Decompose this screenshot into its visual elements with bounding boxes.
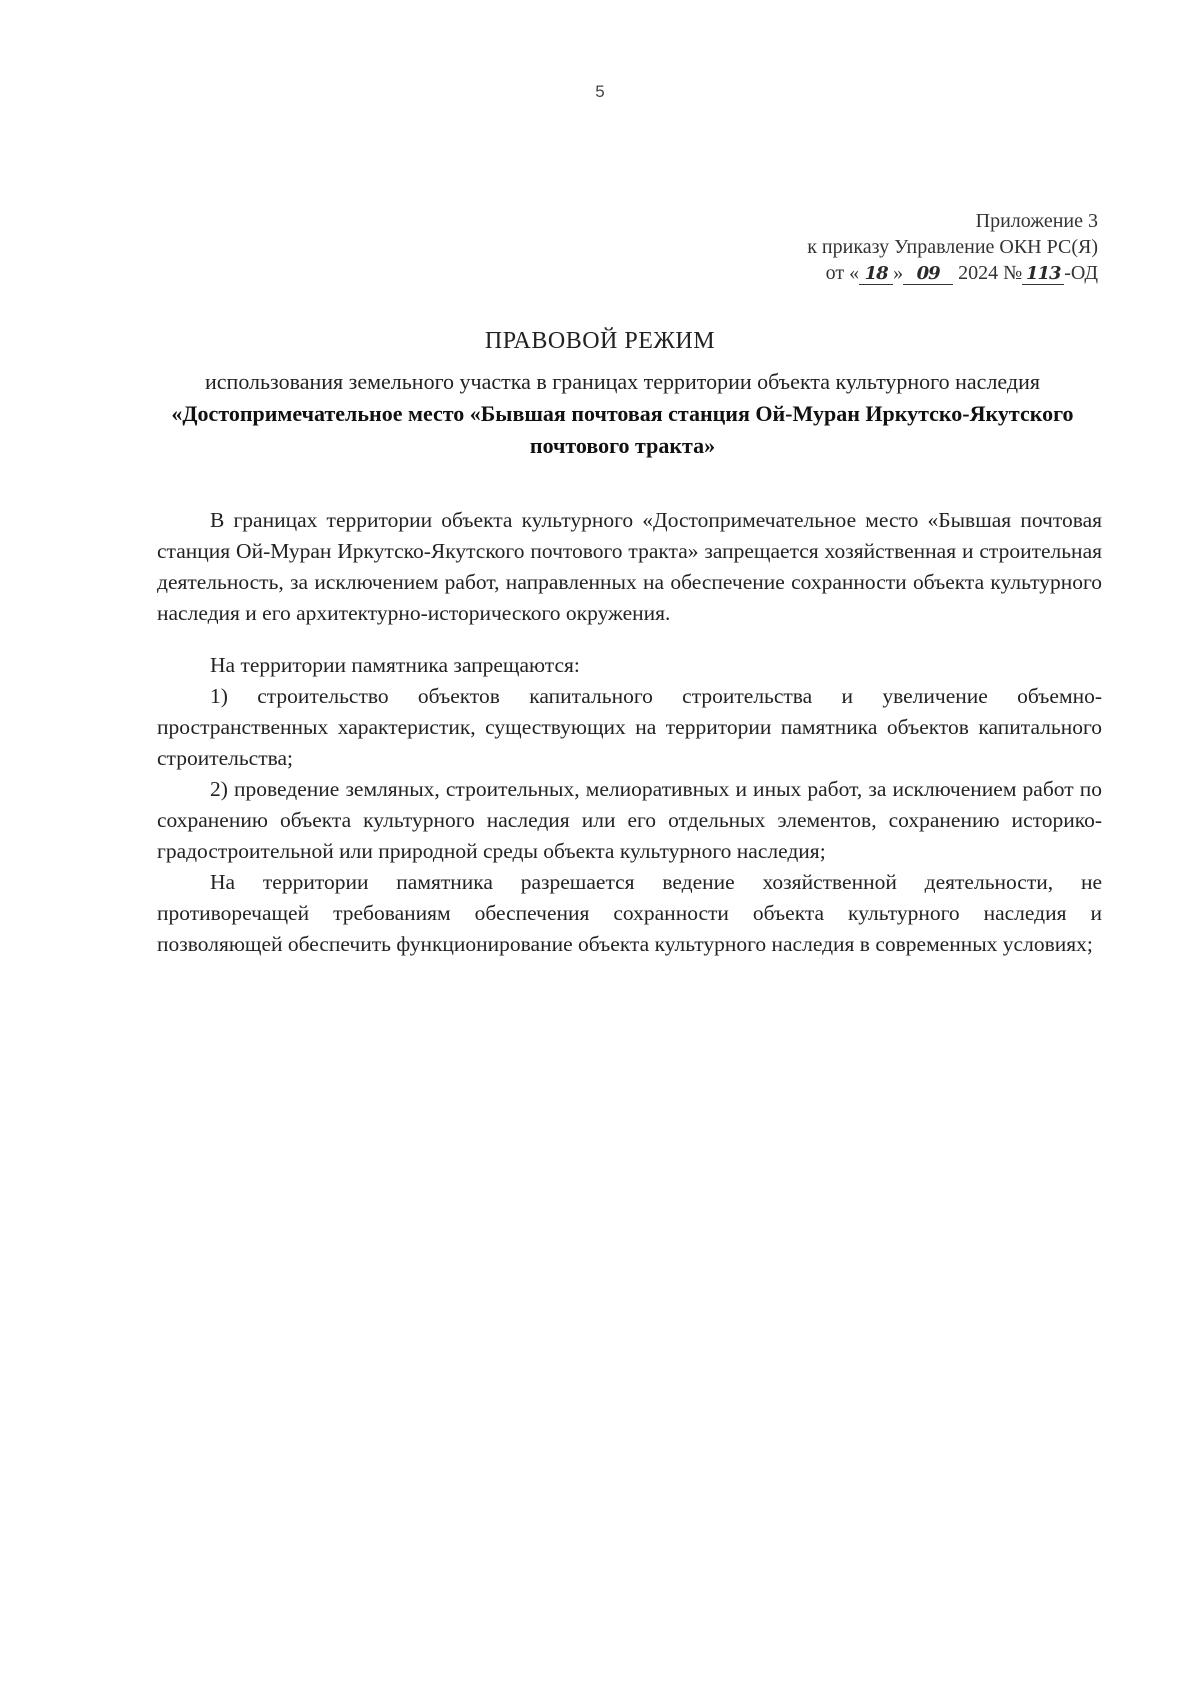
annex-order-reference: к приказу Управление ОКН РС(Я) bbox=[807, 236, 1098, 258]
paragraph-boundaries: В границах территории объекта культурного «Достопримечательное место «Бывшая почтовая станция Ой-Муран Иркутско-Якутского почтового тракта» запрещается хозяйственная и строительная деятельность, за исключением работ, направленных на обеспечение сохранности объекта культурного наследия и его архитектурно-исторического окружения. bbox=[157, 508, 1102, 625]
annex-title: Приложение 3 bbox=[975, 210, 1098, 232]
date-prefix: от « bbox=[825, 262, 860, 284]
number-suffix: -ОД bbox=[1064, 262, 1098, 284]
page-number: 5 bbox=[595, 82, 605, 101]
handwritten-day: 18 bbox=[859, 264, 893, 285]
subtitle-bold-text: «Достопримечательное место «Бывшая почтовая станция Ой-Муран Иркутско-Якутского почтового тракта» bbox=[171, 401, 1074, 458]
document-subtitle bbox=[150, 366, 1095, 462]
date-year: 2024 bbox=[958, 262, 999, 284]
subtitle-normal-text: использования земельного участка в границах территории объекта культурного наследия bbox=[205, 369, 1040, 394]
handwritten-month: 09 bbox=[903, 264, 953, 285]
handwritten-number: 113 bbox=[1022, 264, 1064, 285]
paragraph-prohibition-2: 2) проведение земляных, строительных, мелиоративных и иных работ, за исключением работ по сохранению объекта культурного наследия или его отдельных элементов, сохранению историко-градостроительной или природной среды объекта культурного наследия; bbox=[157, 777, 1102, 863]
paragraph-prohibitions-intro: На территории памятника запрещаются: bbox=[210, 653, 580, 677]
document-title: ПРАВОВОЙ РЕЖИМ bbox=[484, 328, 716, 354]
number-prefix: № bbox=[1003, 262, 1023, 284]
annex-date-line bbox=[807, 260, 1098, 286]
paragraph-permitted-activity: На территории памятника разрешается ведение хозяйственной деятельности, не противоречащей требованиям обеспечения сохранности объекта культурного наследия и позволяющей обеспечить функционирование объекта культурного наследия в современных условиях; bbox=[157, 870, 1102, 956]
document-body bbox=[157, 505, 1102, 960]
paragraph-prohibition-1: 1) строительство объектов капитального строительства и увеличение объемно-пространственных характеристик, существующих на территории памятника объектов капитального строительства; bbox=[157, 684, 1102, 770]
annex-block bbox=[807, 208, 1098, 286]
date-mid: » bbox=[893, 262, 904, 284]
